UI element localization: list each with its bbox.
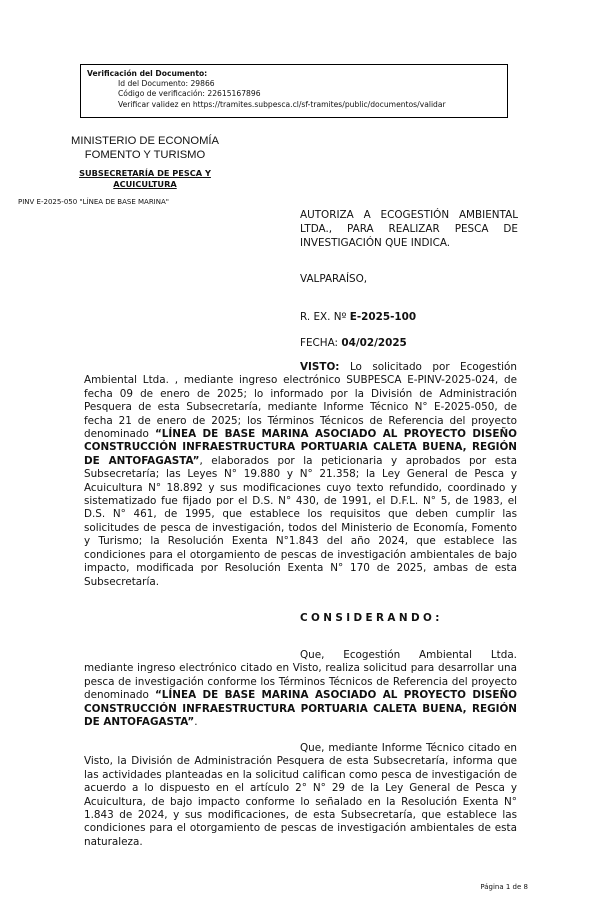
considerando-2-text: Que, mediante Informe Técnico citado en Visto, la División de Administración Pesquera de esta Subsecretaría, informa que las actividades planteadas en la solicitud califican como pesca de investigación de acuerdo a lo dispuesto en el artículo 2° N° 29 de la Ley General de Pesca y Acuicultura, de bajo impacto conforme lo señalado en la Resolución Exenta N° 1.843 de 2024, y sus modificaciones, de esta Subsecretaría, que establece las condiciones para el otorgamiento de pescas de investigación ambientales de esta naturaleza. [84, 742, 517, 848]
subsecretaria-name [50, 168, 240, 189]
subsecretaria-line-2: ACUICULTURA [113, 178, 177, 189]
verification-url[interactable]: • Verificar validez en https://tramites.subpesca.cl/sf-tramites/public/documentos/validar [118, 100, 501, 110]
page-number: Página 1 de 8 [480, 883, 528, 891]
visto-project-name: “LÍNEA DE BASE MARINA ASOCIADO AL PROYECTO DISEÑO CONSTRUCCIÓN INFRAESTRUCTURA PORTUARIA CALETA BUENA, REGIÓN DE ANTOFAGASTA” [84, 428, 517, 467]
resolution-date [300, 337, 407, 351]
date-value: 04/02/2025 [341, 337, 407, 349]
resolution-summary: AUTORIZA A ECOGESTIÓN AMBIENTAL LTDA., PARA REALIZAR PESCA DE INVESTIGACIÓN QUE INDICA. [300, 209, 518, 249]
rex-number: E-2025-100 [349, 311, 417, 323]
considerando-paragraph-1 [84, 649, 517, 729]
considerando-1-text: Que, Ecogestión Ambiental Ltda. mediante ingreso electrónico citado en Visto, realiza solicitud para desarrollar una pesca de investigación conforme los Términos Técnicos de Referencia del proyecto denominado [84, 649, 517, 702]
visto-text-b: , elaborados por la peticionaria y aprobados por esta Subsecretaría; las Leyes N° 19.880 y N° 21.358; la Ley General de Pesca y Acuicultura N° 18.892 y sus modificaciones cuyo texto refundido, coordinado y sistematizado fue fijado por el D.S. N° 430, de 1991, el D.F.L. N° 5, de 1983, el D.S. N° 461, de 1995, que establece los requisitos que deben cumplir las solicitudes de pesca de investigación, todos del Ministerio de Economía, Fomento y Turismo; la Resolución Exenta N°1.843 del año 2024, que establece las condiciones para el otorgamiento de pescas de investigación ambientales de bajo impacto, modificada por Resolución Exenta N° 170 de 2025, ambas de esta Subsecretaría. [84, 454, 517, 588]
visto-label: VISTO: [300, 361, 340, 373]
visto-paragraph [84, 361, 517, 589]
considerando-1-project-name: “LÍNEA DE BASE MARINA ASOCIADO AL PROYECTO DISEÑO CONSTRUCCIÓN INFRAESTRUCTURA PORTUARIA CALETA BUENA, REGIÓN DE ANTOFAGASTA” [84, 689, 517, 729]
verification-code: • Código de verificación: 22615167896 [118, 89, 501, 99]
document-id: • Id del Documento: 29866 [118, 79, 501, 89]
considerando-1-end: . [194, 716, 198, 729]
verification-list [87, 79, 501, 110]
verification-box [80, 64, 508, 118]
verification-title: Verificación del Documento: [87, 69, 208, 78]
visto-text-a: Lo solicitado por Ecogestión Ambiental Ltda. , mediante ingreso electrónico SUBPESCA E-PINV-2025-024, de fecha 09 de enero de 2025; lo informado por la División de Administración Pesquera de esta Subsecretaría, mediante Informe Técnico N° E-2025-050, de fecha 21 de enero de 2025; los Términos Técnicos de Referencia del proyecto denominado [84, 361, 517, 441]
resolution-place: VALPARAÍSO, [300, 273, 368, 285]
ministry-name [40, 135, 250, 162]
rex-label: R. EX. Nº [300, 311, 347, 323]
ministry-line-1: MINISTERIO DE ECONOMÍA [71, 135, 219, 147]
date-label: FECHA: [300, 337, 339, 349]
subsecretaria-line-1: SUBSECRETARÍA DE PESCA Y [79, 168, 211, 178]
project-reference: PINV E-2025-050 "LÍNEA DE BASE MARINA" [18, 198, 169, 206]
considerando-paragraph-2 [84, 742, 517, 849]
ministry-line-2: FOMENTO Y TURISMO [84, 148, 206, 161]
resolution-number [300, 311, 416, 325]
considerando-heading: CONSIDERANDO: [300, 612, 443, 624]
